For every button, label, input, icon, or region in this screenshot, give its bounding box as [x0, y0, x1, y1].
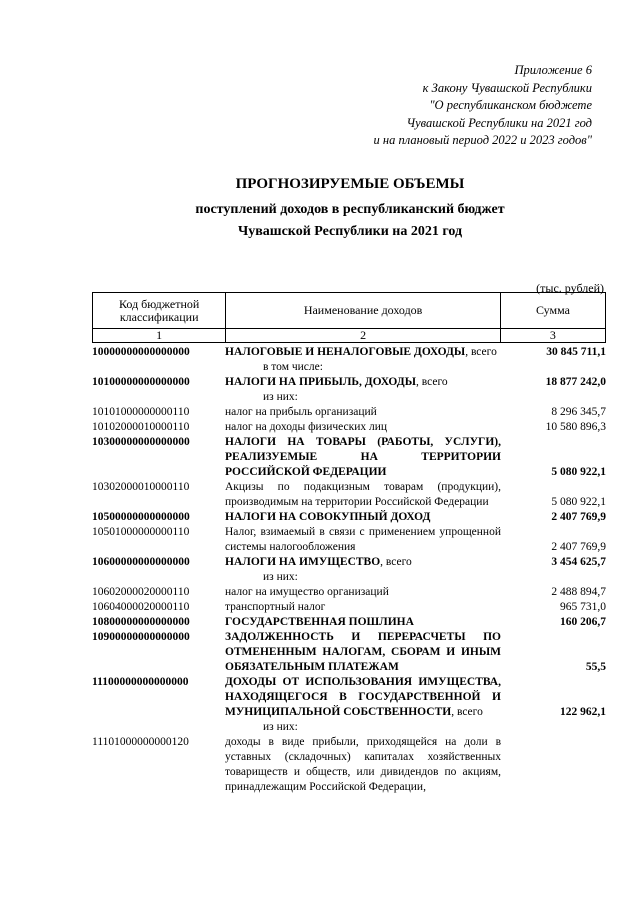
row-code: 10500000000000000 [92, 511, 190, 523]
table-row [92, 525, 606, 555]
row-name [225, 600, 501, 615]
row-name-text: ГОСУДАРСТВЕННАЯ ПОШЛИНА [225, 616, 414, 628]
appendix-line: Чувашской Республики на 2021 год [406, 115, 592, 130]
table-row [92, 390, 606, 405]
row-amount: 5 080 922,1 [551, 496, 606, 508]
appendix-note [292, 62, 592, 150]
header-name: Наименование доходов [226, 293, 501, 329]
row-code: 10100000000000000 [92, 376, 190, 388]
row-code [92, 390, 225, 405]
row-amount: 55,5 [585, 661, 606, 673]
row-amount: 8 296 345,7 [551, 406, 606, 418]
row-name [225, 360, 539, 375]
header-code: Код бюджетной классификации [93, 293, 226, 329]
row-name [225, 375, 501, 390]
row-name [225, 720, 539, 735]
row-name-text: НАЛОГОВЫЕ И НЕНАЛОГОВЫЕ ДОХОДЫ [225, 346, 466, 358]
row-code: 11100000000000000 [92, 676, 189, 688]
row-name [225, 675, 501, 720]
row-name-text: доходы в виде прибыли, приходящейся на доли в уставных (складочных) капиталах хозяйственных товариществ и обществ, или дивидендов по акциям, принадлежащим Российской Федерации, [225, 736, 501, 793]
row-name-suffix: , всего [465, 346, 497, 358]
row-amount: 3 454 625,7 [551, 556, 606, 568]
row-name-text: Акцизы по подакцизным товарам (продукции), производимым на территории Российской Федерации [225, 481, 501, 508]
row-code [92, 570, 225, 585]
row-name-text: из них: [263, 391, 298, 403]
table-row [92, 480, 606, 510]
appendix-line: "О республиканском бюджете [429, 98, 592, 112]
row-name [225, 345, 501, 360]
row-name-text: транспортный налог [225, 601, 326, 613]
row-code: 10800000000000000 [92, 616, 190, 628]
document-subtitle-2: Чувашской Республики на 2021 год [237, 224, 463, 239]
row-code: 10900000000000000 [92, 631, 190, 643]
row-name-text: ЗАДОЛЖЕННОСТЬ И ПЕРЕРАСЧЕТЫ ПО ОТМЕНЕННЫМ НАЛОГАМ, СБОРАМ И ИНЫМ ОБЯЗАТЕЛЬНЫМ ПЛАТЕЖАМ [225, 631, 501, 673]
row-code: 10600000000000000 [92, 556, 190, 568]
row-amount: 965 731,0 [560, 601, 606, 613]
row-code: 10604000020000110 [92, 601, 190, 613]
row-code: 10300000000000000 [92, 436, 190, 448]
row-name [225, 390, 539, 405]
row-code: 10000000000000000 [92, 346, 190, 358]
row-amount: 30 845 711,1 [546, 346, 606, 358]
row-name-text: ДОХОДЫ ОТ ИСПОЛЬЗОВАНИЯ ИМУЩЕСТВА, НАХОДЯЩЕГОСЯ В ГОСУДАРСТВЕННОЙ И МУНИЦИПАЛЬНОЙ СОБСТВЕННОСТИ [225, 676, 501, 718]
row-amount: 2 488 894,7 [551, 586, 606, 598]
units-label: (тыс. рублей) [536, 281, 604, 295]
table-row [92, 555, 606, 570]
row-name [225, 510, 501, 525]
table-row [92, 375, 606, 390]
table-row [92, 345, 606, 360]
table-row [92, 720, 606, 735]
row-amount: 122 962,1 [560, 706, 606, 718]
row-name-text: НАЛОГИ НА СОВОКУПНЫЙ ДОХОД [225, 511, 431, 523]
row-name-suffix: , всего [380, 556, 412, 568]
row-amount: 2 407 769,9 [551, 511, 606, 523]
row-code: 10102000010000110 [92, 421, 190, 433]
table-row [92, 360, 606, 375]
appendix-line: и на плановый период 2022 и 2023 годов" [373, 133, 592, 147]
row-name [225, 525, 501, 555]
table-row [92, 675, 606, 720]
row-code: 10602000020000110 [92, 586, 190, 598]
appendix-line: к Закону Чувашской Республики [422, 80, 592, 95]
row-name [225, 555, 501, 570]
appendix-line: Приложение 6 [514, 63, 592, 77]
table-row [92, 735, 606, 795]
row-name [225, 435, 501, 480]
row-code: 10101000000000110 [92, 406, 190, 418]
row-name-text: Налог, взимаемый в связи с применением упрощенной системы налогообложения [225, 526, 501, 553]
row-name-text: НАЛОГИ НА ИМУЩЕСТВО [225, 556, 381, 568]
header-num-3: 3 [500, 329, 605, 343]
table-row [92, 435, 606, 480]
table-row [92, 615, 606, 630]
row-name [225, 630, 501, 675]
row-amount: 2 407 769,9 [551, 541, 606, 553]
table-header [92, 292, 606, 343]
row-name [225, 735, 501, 795]
row-code: 10302000010000110 [92, 481, 190, 493]
row-code: 10501000000000110 [92, 526, 190, 538]
row-code [92, 720, 225, 735]
row-name [225, 480, 501, 510]
document-subtitle: поступлений доходов в республиканский бюджет [195, 202, 505, 217]
table-row [92, 630, 606, 675]
table-row [92, 405, 606, 420]
header-num-1: 1 [93, 329, 226, 343]
row-amount: 5 080 922,1 [551, 466, 606, 478]
row-name-text: НАЛОГИ НА ПРИБЫЛЬ, ДОХОДЫ [225, 376, 417, 388]
table-row [92, 420, 606, 435]
document-title: ПРОГНОЗИРУЕМЫЕ ОБЪЕМЫ [235, 176, 465, 192]
row-name [225, 615, 501, 630]
row-name-text: налог на имущество организаций [225, 586, 389, 598]
row-name [225, 420, 501, 435]
table-row [92, 570, 606, 585]
row-name-suffix: , всего [451, 706, 483, 718]
row-amount: 18 877 242,0 [545, 376, 606, 388]
row-name-suffix: , всего [416, 376, 448, 388]
row-name-text: в том числе: [263, 361, 323, 373]
row-name-text: из них: [263, 571, 298, 583]
row-name-text: налог на доходы физических лиц [225, 421, 388, 433]
row-name [225, 570, 539, 585]
row-name [225, 405, 501, 420]
revenue-table-body [92, 345, 606, 795]
row-amount: 160 206,7 [560, 616, 606, 628]
table-row [92, 585, 606, 600]
row-code: 11101000000000120 [92, 736, 189, 748]
row-amount: 10 580 896,3 [545, 421, 606, 433]
row-name-text: из них: [263, 721, 298, 733]
table-row [92, 510, 606, 525]
row-name-text: налог на прибыль организаций [225, 406, 377, 418]
row-name [225, 585, 501, 600]
row-name-text: НАЛОГИ НА ТОВАРЫ (РАБОТЫ, УСЛУГИ), РЕАЛИЗУЕМЫЕ НА ТЕРРИТОРИИ РОССИЙСКОЙ ФЕДЕРАЦИИ [225, 436, 501, 478]
header-num-2: 2 [226, 329, 501, 343]
table-row [92, 600, 606, 615]
row-code [92, 360, 225, 375]
header-amount: Сумма [500, 293, 605, 329]
